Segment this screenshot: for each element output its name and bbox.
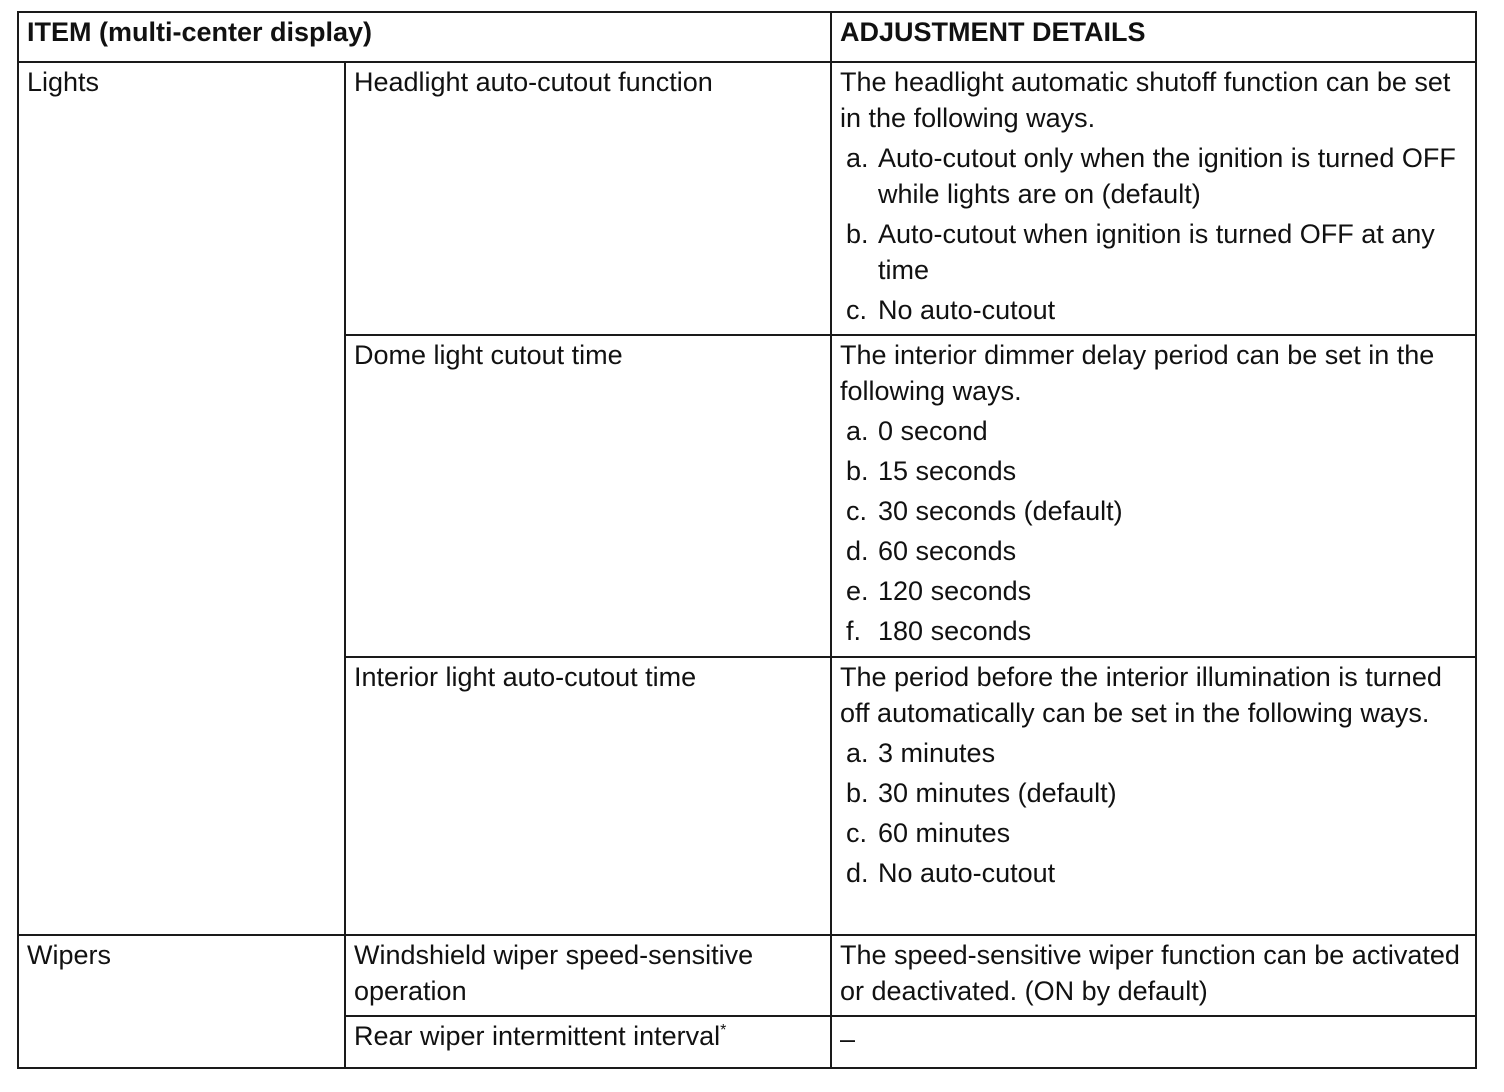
option-marker: d.	[846, 858, 869, 888]
item-label: Headlight auto-cutout function	[354, 67, 713, 97]
details-cell	[831, 335, 1476, 657]
category-label: Lights	[27, 67, 100, 97]
option-text: 60 minutes	[878, 818, 1011, 848]
item-label-text: Rear wiper intermittent interval	[354, 1021, 721, 1051]
item-cell	[345, 1016, 831, 1068]
option-text: 0 second	[878, 416, 988, 446]
option-marker: b.	[846, 456, 869, 486]
item-label: Windshield wiper speed-sensitive operation	[354, 940, 754, 1006]
list-item	[840, 735, 1467, 771]
details-intro: The period before the interior illumination is turned off automatically can be set in the following ways.	[840, 662, 1442, 728]
list-item	[840, 493, 1467, 529]
option-text: 3 minutes	[878, 738, 996, 768]
option-text: 180 seconds	[878, 616, 1032, 646]
details-intro: The speed-sensitive wiper function can be activated or deactivated. (ON by default)	[840, 940, 1460, 1006]
option-marker: b.	[846, 219, 869, 249]
item-cell	[345, 62, 831, 335]
details-intro: The headlight automatic shutoff function can be set in the following ways.	[840, 67, 1451, 133]
option-marker: a.	[846, 416, 869, 446]
category-cell-wipers	[18, 935, 345, 1068]
list-item	[840, 573, 1467, 609]
option-marker: a.	[846, 738, 869, 768]
details-empty-dash: –	[840, 1024, 856, 1054]
option-list	[840, 735, 1467, 891]
option-text: 120 seconds	[878, 576, 1032, 606]
item-column-header: ITEM (multi-center display)	[18, 12, 831, 62]
option-marker: c.	[846, 818, 868, 848]
details-cell	[831, 657, 1476, 935]
option-marker: a.	[846, 143, 869, 173]
list-item	[840, 413, 1467, 449]
item-label: Interior light auto-cutout time	[354, 662, 697, 692]
option-text: Auto-cutout only when the ignition is turned OFF while lights are on (default)	[878, 143, 1456, 209]
footnote-marker: *	[720, 1022, 727, 1039]
details-cell	[831, 62, 1476, 335]
category-label: Wipers	[27, 940, 112, 970]
details-cell	[831, 1016, 1476, 1068]
settings-table	[17, 11, 1477, 1069]
list-item	[840, 453, 1467, 489]
item-cell	[345, 335, 831, 657]
option-marker: b.	[846, 778, 869, 808]
option-list	[840, 140, 1467, 328]
item-cell	[345, 935, 831, 1016]
list-item	[840, 815, 1467, 851]
list-item	[840, 855, 1467, 891]
table-row	[18, 62, 1476, 335]
option-text: 30 minutes (default)	[878, 778, 1117, 808]
option-text: No auto-cutout	[878, 858, 1056, 888]
item-cell	[345, 657, 831, 935]
option-marker: d.	[846, 536, 869, 566]
details-cell	[831, 935, 1476, 1016]
option-marker: c.	[846, 496, 868, 526]
option-text: 60 seconds	[878, 536, 1017, 566]
list-item	[840, 292, 1467, 328]
table-row	[18, 935, 1476, 1016]
option-list	[840, 413, 1467, 649]
option-marker: e.	[846, 576, 869, 606]
option-text: 30 seconds (default)	[878, 496, 1123, 526]
list-item	[840, 533, 1467, 569]
option-marker: c.	[846, 295, 868, 325]
option-text: Auto-cutout when ignition is turned OFF at any time	[878, 219, 1435, 285]
details-intro: The interior dimmer delay period can be set in the following ways.	[840, 340, 1435, 406]
item-label: Dome light cutout time	[354, 340, 623, 370]
table-header-row	[18, 12, 1476, 62]
list-item	[840, 140, 1467, 212]
details-column-header: ADJUSTMENT DETAILS	[831, 12, 1476, 62]
option-marker: f.	[846, 616, 862, 646]
option-text: No auto-cutout	[878, 295, 1056, 325]
list-item	[840, 216, 1467, 288]
item-label	[354, 1017, 822, 1054]
option-text: 15 seconds	[878, 456, 1017, 486]
list-item	[840, 613, 1467, 649]
category-cell-lights	[18, 62, 345, 935]
list-item	[840, 775, 1467, 811]
